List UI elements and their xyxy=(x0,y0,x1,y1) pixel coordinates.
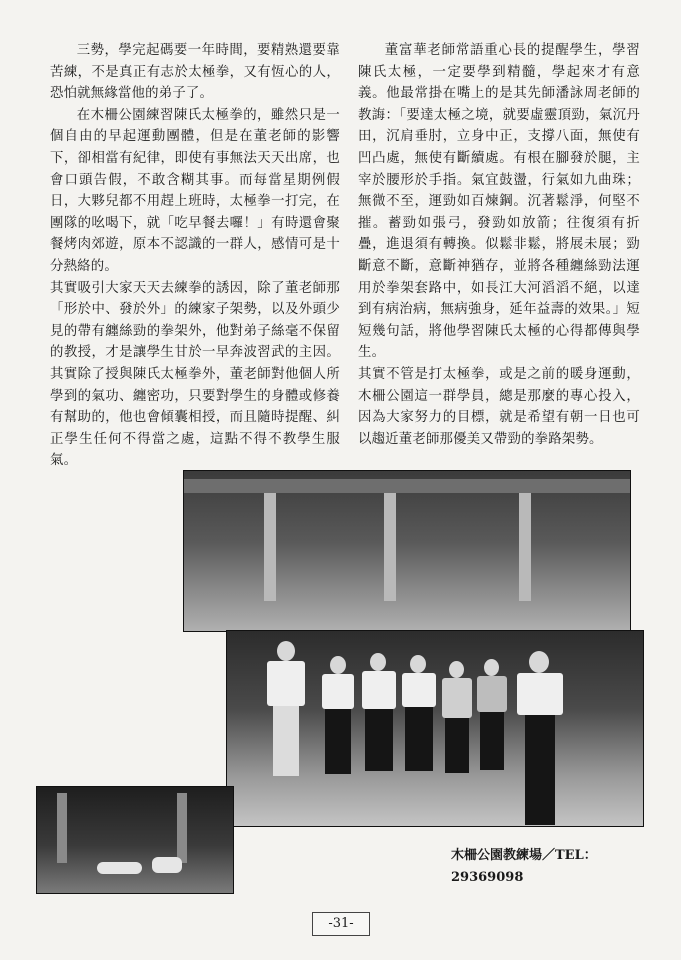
pergola-pillar xyxy=(519,491,531,601)
pergola-pillar xyxy=(384,491,396,601)
practice-photo-top xyxy=(183,470,631,632)
right-paragraph-2: 其實不管是打太極拳，或是之前的暖身運動，木柵公園這一群學員，總是那麼的專心投入，因為大家努力的目標，就是希望有朝一日也可以趨近董老師那優美又帶勁的拳路架勢。 xyxy=(358,366,640,447)
group-portrait-photo xyxy=(226,630,644,827)
person-figure xyxy=(97,862,142,874)
person-figure xyxy=(152,857,182,873)
pergola-pillar xyxy=(264,491,276,601)
pergola-pillar xyxy=(177,793,187,863)
pergola-pillar xyxy=(57,793,67,863)
left-paragraph-1: 三勢，學完起碼要一年時間，要精熟還要靠苦練，不是真正有志於太極拳，又有恆心的人，恐怕就無緣當他的弟子了。 xyxy=(50,43,340,102)
left-paragraph-3: 其實吸引大家天天去練拳的誘因，除了董老師那「形於中、發於外」的練家子架勢，以及外頭少見的帶有纏絲勁的拳架外，他對弟子絲毫不保留的教授，才是讓學生甘於一早奔波習武的主因。其實除了授與陳氏太極拳外，董老師對他個人所學到的氣功、纏密功，只要對學生的身體或修養有幫助的，他也會傾囊相授，而且隨時提醒、糾正學生任何不得當之處，這點不得不教學生服氣。 xyxy=(50,280,340,469)
pergola-beam xyxy=(184,479,630,493)
left-paragraph-2: 在木柵公園練習陳氏太極拳的，雖然只是一個自由的早起運動團體，但是在董老師的影響下，卻相當有紀律，即使有事無法天天出席，也會口頭告假，不敢含糊其事。而每當星期例假日，大夥兒都不用趕上班時，太極拳一打完，在團隊的吆喝下，就「吃早餐去囉！」有時還會聚餐烤肉郊遊，原本不認識的一群人，感情可是十分熱絡的。 xyxy=(50,107,340,274)
left-text-column xyxy=(50,40,340,472)
right-paragraph-1: 董富華老師常語重心長的提醒學生，學習陳氏太極，一定要學到精髓，學起來才有意義。他最常掛在嘴上的是其先師潘詠周老師的教誨：「要達太極之境，就要虛靈頂勁，氣沉丹田，沉肩垂肘，立身中正，支撐八面，無使有凹凸處，無使有斷續處。有根在腳發於腿，主宰於腰形於手指。氣宜鼓盪，行氣如九曲珠；無微不至，運勁如百煉鋼。沉著鬆淨，何堅不摧。蓄勁如張弓，發勁如放箭；往復須有折疊，進退須有轉換。似鬆非鬆，將展未展；勁斷意不斷，意斷神猶存，並將各種纏絲勁法運用於拳架套路中，如長江大河滔滔不絕，以達到有病治病，無病強身，延年益壽的效果。」短短幾句話，將他學習陳氏太極的心得都傳與學生。 xyxy=(358,43,640,361)
caption-location: 木柵公園教練場／TEL： xyxy=(451,848,597,863)
photo-caption xyxy=(451,845,597,889)
caption-phone: 29369098 xyxy=(451,870,524,885)
page-number: -31- xyxy=(312,912,370,936)
demonstration-photo xyxy=(36,786,234,894)
right-text-column xyxy=(358,40,640,450)
